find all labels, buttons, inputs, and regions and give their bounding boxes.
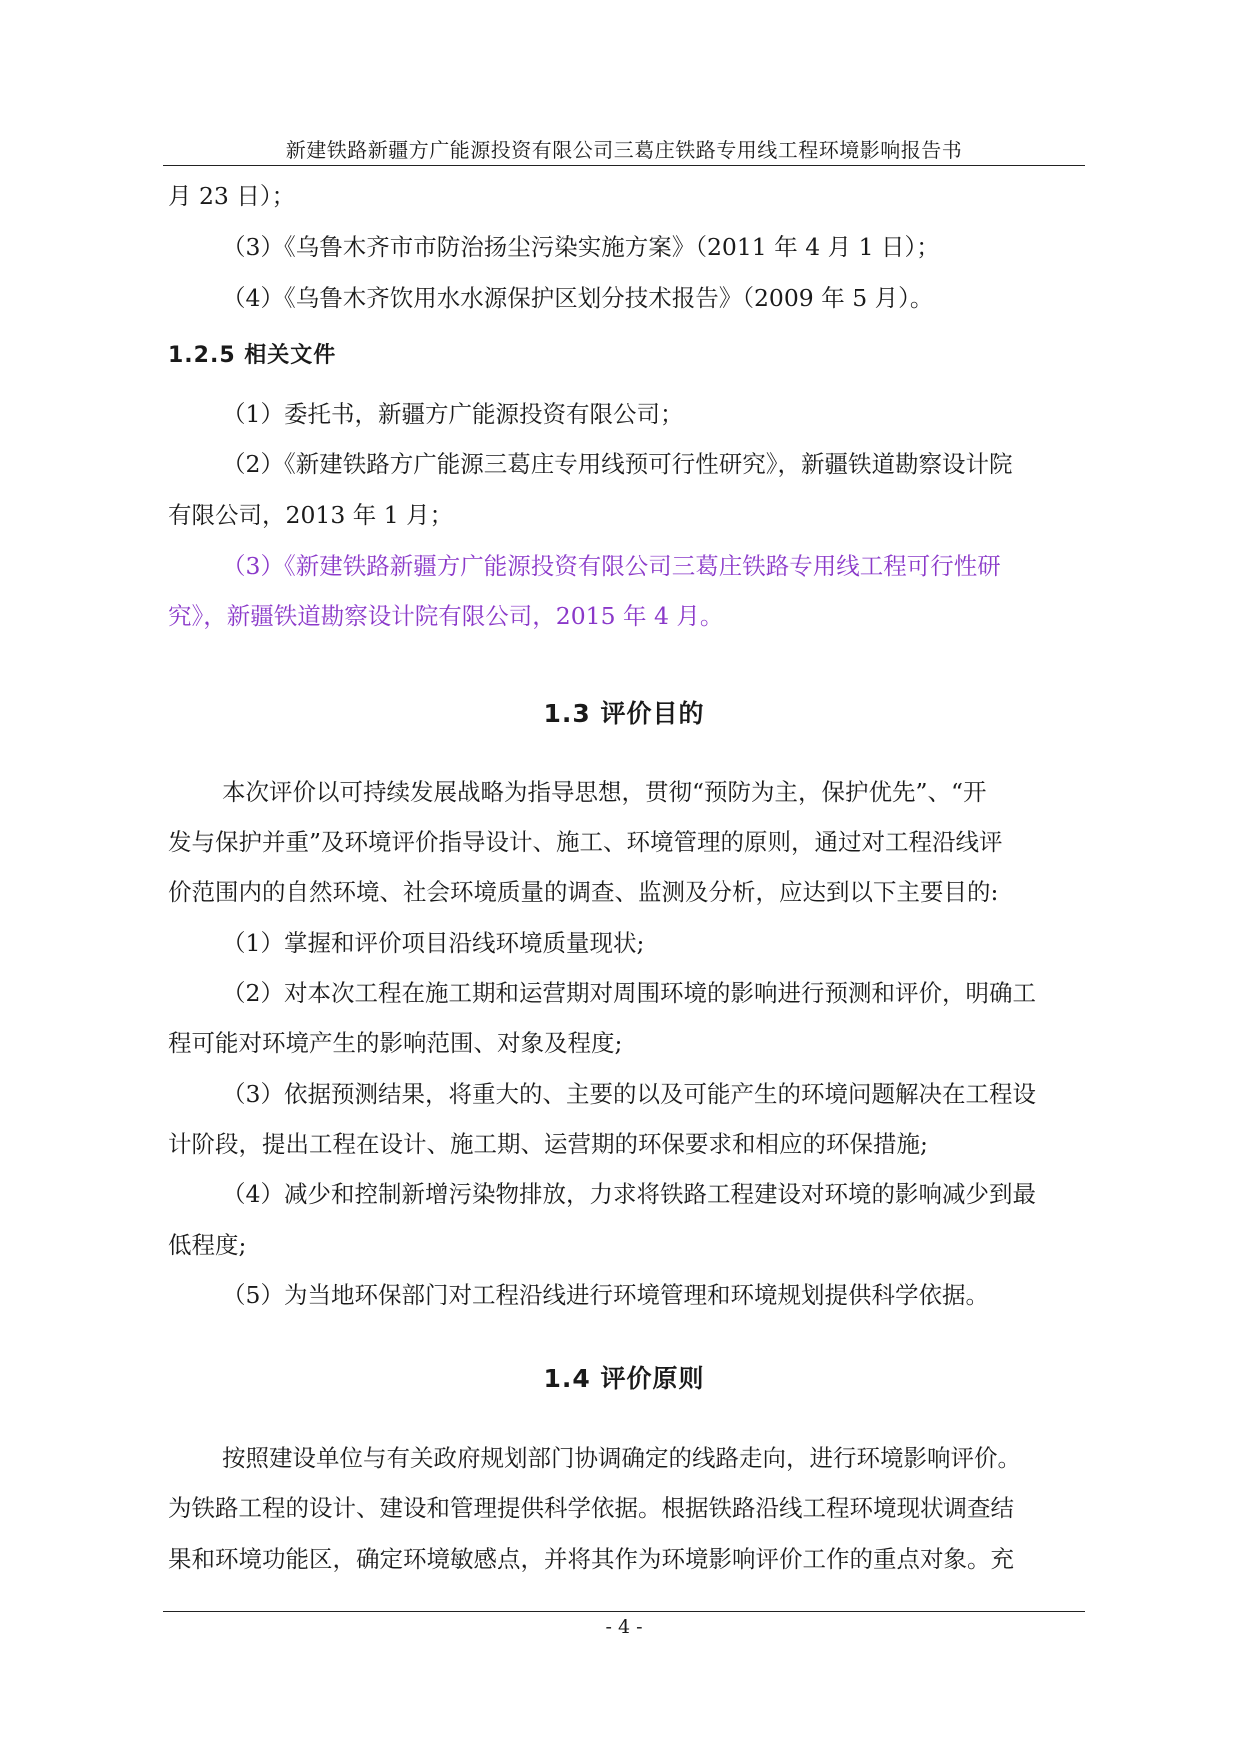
- paragraph-line: 果和环境功能区，确定环境敏感点，并将其作为环境影响评价工作的重点对象。充: [168, 1545, 1014, 1573]
- header-rule: [163, 165, 1085, 166]
- paragraph-line: 为铁路工程的设计、建设和管理提供科学依据。根据铁路沿线工程环境现状调查结: [168, 1494, 1014, 1522]
- paragraph-line: （3）《乌鲁木齐市市防治扬尘污染实施方案》（2011 年 4 月 1 日）；: [222, 233, 940, 261]
- paragraph-line: 月 23 日）；: [168, 182, 296, 210]
- page-header: 新建铁路新疆方广能源投资有限公司三葛庄铁路专用线工程环境影响报告书: [285, 138, 963, 162]
- paragraph-line: （2）《新建铁路方广能源三葛庄专用线预可行性研究》，新疆铁道勘察设计院: [222, 450, 1013, 478]
- paragraph-line: 计阶段，提出工程在设计、施工期、运营期的环保要求和相应的环保措施;: [168, 1130, 928, 1158]
- section-heading-1-3: 1.3 评价目的: [543, 699, 705, 728]
- footer-rule: [163, 1611, 1085, 1612]
- paragraph-line: （1）委托书，新疆方广能源投资有限公司；: [222, 400, 684, 428]
- paragraph-line: （5）为当地环保部门对工程沿线进行环境管理和环境规划提供科学依据。: [222, 1281, 989, 1309]
- paragraph-line: （4）《乌鲁木齐饮用水水源保护区划分技术报告》（2009 年 5 月）。: [222, 284, 934, 312]
- paragraph-line: 发与保护并重”及环境评价指导设计、施工、环境管理的原则，通过对工程沿线评: [168, 828, 1003, 856]
- paragraph-line: 程可能对环境产生的影响范围、对象及程度;: [168, 1029, 623, 1057]
- paragraph-line: 低程度;: [168, 1231, 247, 1259]
- subsection-heading-1-2-5: 1.2.5 相关文件: [168, 343, 337, 368]
- paragraph-line: 按照建设单位与有关政府规划部门协调确定的线路走向，进行环境影响评价。: [222, 1444, 1021, 1472]
- paragraph-line: 本次评价以可持续发展战略为指导思想，贯彻“预防为主，保护优先”、“开: [222, 778, 987, 806]
- highlighted-paragraph-line: （3）《新建铁路新疆方广能源投资有限公司三葛庄铁路专用线工程可行性研: [222, 552, 1001, 580]
- paragraph-line: （3）依据预测结果，将重大的、主要的以及可能产生的环境问题解决在工程设: [222, 1080, 1036, 1108]
- page-number: - 4 -: [605, 1616, 643, 1638]
- section-heading-1-4: 1.4 评价原则: [543, 1364, 705, 1393]
- paragraph-line: 价范围内的自然环境、社会环境质量的调查、监测及分析，应达到以下主要目的:: [168, 878, 999, 906]
- paragraph-line: （1）掌握和评价项目沿线环境质量现状;: [222, 929, 645, 957]
- paragraph-line: （2）对本次工程在施工期和运营期对周围环境的影响进行预测和评价，明确工: [222, 979, 1036, 1007]
- highlighted-paragraph-line: 究》，新疆铁道勘察设计院有限公司，2015 年 4 月。: [168, 602, 724, 630]
- paragraph-line: （4）减少和控制新增污染物排放，力求将铁路工程建设对环境的影响减少到最: [222, 1180, 1036, 1208]
- paragraph-line: 有限公司，2013 年 1 月；: [168, 501, 454, 529]
